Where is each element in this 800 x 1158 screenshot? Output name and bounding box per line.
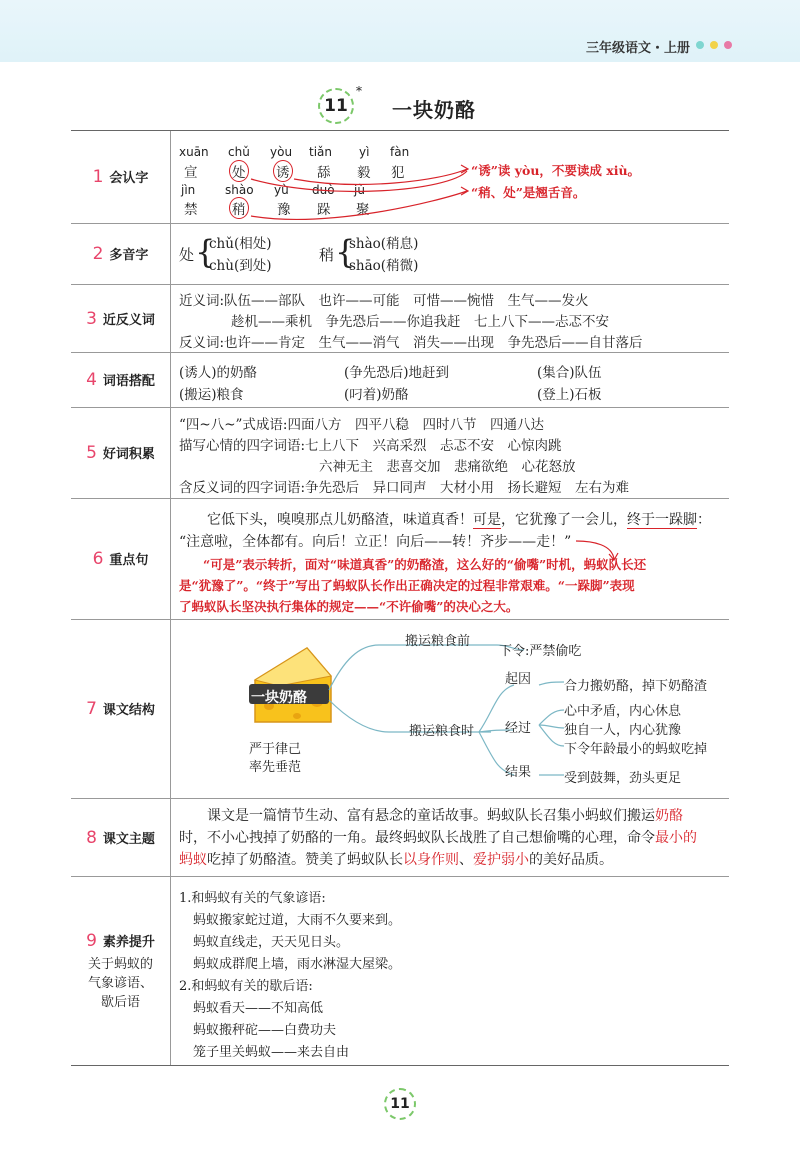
character: 禁 — [184, 202, 198, 218]
pinyin: shào — [225, 183, 254, 197]
page-number: 11 — [384, 1088, 416, 1120]
character: 毅 — [357, 165, 371, 181]
reading: shào(稍息) — [349, 236, 419, 252]
proverb: 蚂蚁搬家蛇过道，大雨不久要来到。 — [193, 913, 402, 928]
key-sentence: 它低下头，嗅嗅那点儿奶酪渣，味道真香！可是，它犹豫了一会儿，终于一跺脚： — [207, 512, 711, 528]
collocation: (诱人)的奶酪 — [179, 365, 258, 381]
key-sentence: “注意啦，全体都有。向后！立正！向后——转！齐步——走！” — [179, 534, 572, 550]
section-9: 9 素养提升 关于蚂蚁的 气象谚语、 歇后语 1.和蚂蚁有关的气象谚语: 蚂蚁搬家蛇过道，大雨不久要来到。 蚂蚁直线走，天天见日头。 蚂蚁成群爬上墙，雨水淋湿大屋梁。 2.和蚂蚁有关的歇后语: 蚂蚁看天——不知高低 蚂蚁搬秤砣——白费功夫 笼子里关蚂蚁——来去自由 — [71, 877, 729, 1065]
section-subtitle: 歇后语 — [100, 994, 140, 1010]
lesson-star: * — [356, 84, 362, 98]
collocation: (叼着)奶酪 — [344, 387, 409, 403]
pinyin: jù — [354, 183, 365, 197]
character-circled: 处 — [229, 160, 249, 182]
branch-label: 搬运粮食时 — [409, 724, 475, 739]
character: 宣 — [184, 165, 198, 181]
antonym-line: 反义词:也许——肯定 生气——消气 消失——出现 争先恐后——自甘落后 — [179, 335, 643, 351]
section-4: 4 词语搭配 (诱人)的奶酪 (争先恐后)地赶到 (集合)队伍 (搬运)粮食 (叼着)奶酪 (登上)石板 — [71, 353, 729, 408]
analysis-line: “可是”表示转折，面对“味道真香”的奶酪渣，这么好的“偷嘴”时机，蚂蚁队长还 — [203, 557, 647, 572]
word-line: 含反义词的四字词语:争先恐后 异口同声 大材小用 扬长避短 左右为难 — [179, 480, 630, 496]
proverb: 蚂蚁成群爬上墙，雨水淋湿大屋梁。 — [193, 957, 402, 972]
note: “稍、处”是翘舌音。 — [471, 185, 586, 200]
pinyin: yòu — [270, 145, 293, 159]
section-5: 5 好词积累 “四~八~”式成语:四面八方 四平八稳 四时八节 四通八达 描写心情的四字词语:七上八下 兴高采烈 忐忑不安 心惊肉跳 六神无主 悲喜交加 悲痛欲绝 心花怒放 含反义词的四字词语:争先恐后 异口同声 大材小用 扬长避短 左右为难 — [71, 408, 729, 499]
pinyin: yì — [359, 145, 370, 159]
branch-label: 搬运粮食前 — [405, 634, 471, 649]
character-circled: 诱 — [273, 160, 293, 182]
polyphone-char: 处 — [179, 246, 195, 264]
node-label: 起因 — [505, 672, 532, 687]
brace: { — [195, 233, 216, 271]
word-line: “四~八~”式成语:四面八方 四平八稳 四时八节 四通八达 — [179, 417, 544, 433]
node-detail: 受到鼓舞，劲头更足 — [564, 771, 682, 786]
character: 豫 — [277, 202, 291, 218]
proverb-heading: 1.和蚂蚁有关的气象谚语: — [179, 891, 326, 906]
node-detail: 合力搬奶酪，掉下奶酪渣 — [564, 679, 708, 694]
synonym-line: 近义词:队伍——部队 也许——可能 可惜——惋惜 生气——发火 — [179, 293, 589, 309]
collocation: (登上)石板 — [537, 387, 602, 403]
decor-dot — [710, 41, 718, 49]
proverb: 蚂蚁看天——不知高低 — [193, 1001, 324, 1016]
section-2: 2 多音字 处 { chǔ(相处) chù(到处) 稍 { shào(稍息) shāo(稍微) — [71, 224, 729, 285]
section-8: 8 课文主题 课文是一篇情节生动、富有悬念的童话故事。蚂蚁队长召集小蚂蚁们搬运奶酪 时，不小心拽掉了奶酪的一角。最终蚂蚁队长战胜了自己想偷嘴的心理，命令最小的 蚂蚁吃掉了奶酪渣。赞美了蚂蚁队长以身作则、爱护弱小的美好品质。 — [71, 799, 729, 877]
branch-detail: 下令:严禁偷吃 — [499, 644, 582, 659]
section-7: 7 课文结构 一块奶酪 严于律己 率先垂范 搬运粮食前 下令:严禁偷吃 搬运粮食时 起因 合力搬奶酪，掉下奶酪渣 经过 心中矛盾，内心休息 独自一人，内心犹豫 下令年龄最小的蚂蚁吃掉 结果 受到鼓舞，劲头更足 — [71, 620, 729, 799]
reading: chù(到处) — [209, 258, 272, 274]
lesson-number: 11 — [318, 88, 354, 124]
collocation: (集合)队伍 — [537, 365, 602, 381]
page-header — [0, 0, 800, 62]
proverb: 蚂蚁直线走，天天见日头。 — [193, 935, 350, 950]
pinyin: tiǎn — [309, 145, 332, 159]
pinyin: duò — [312, 183, 335, 197]
character: 舔 — [317, 165, 331, 181]
note: “诱”读 yòu，不要读成 xiù。 — [471, 163, 641, 178]
structure-title: 一块奶酪 — [251, 690, 307, 706]
theme-line: 蚂蚁吃掉了奶酪渣。赞美了蚂蚁队长以身作则、爱护弱小的美好品质。 — [179, 852, 613, 868]
node-detail: 独自一人，内心犹豫 — [564, 723, 682, 738]
theme-line: 课文是一篇情节生动、富有悬念的童话故事。蚂蚁队长召集小蚂蚁们搬运奶酪 — [207, 808, 683, 824]
pinyin: fàn — [390, 145, 410, 159]
lesson-title: 一块奶酪 — [392, 98, 476, 122]
synonym-line: 趁机——乘机 争先恐后——你追我赶 七上八下——忐忑不安 — [231, 314, 609, 330]
pinyin: xuān — [179, 145, 209, 159]
pinyin: jìn — [181, 183, 196, 197]
theme-line: 时，不小心拽掉了奶酪的一角。最终蚂蚁队长战胜了自己想偷嘴的心理，命令最小的 — [179, 830, 697, 846]
pinyin: yù — [274, 183, 289, 197]
grade-label: 三年级语文・上册 — [585, 41, 690, 56]
proverb-heading: 2.和蚂蚁有关的歇后语: — [179, 979, 313, 994]
collocation: (争先恐后)地赶到 — [344, 365, 450, 381]
decor-dot — [724, 41, 732, 49]
section-1 — [71, 131, 729, 224]
reading: chǔ(相处) — [209, 236, 272, 252]
brace: { — [335, 233, 356, 271]
motto: 率先垂范 — [249, 760, 302, 775]
analysis-line: 了蚂蚁队长坚决执行集体的规定——“不许偷嘴”的决心之大。 — [179, 599, 519, 614]
section-label: 1 会认字 — [71, 131, 171, 223]
polyphone-char: 稍 — [319, 246, 335, 264]
node-label: 结果 — [505, 765, 532, 780]
character-circled: 稍 — [229, 197, 249, 219]
section-subtitle: 气象谚语、 — [87, 975, 153, 991]
annotation-arrows — [239, 151, 469, 221]
motto: 严于律己 — [249, 742, 302, 757]
analysis-line: 是“犹豫了”。“终于”写出了蚂蚁队长作出正确决定的过程非常艰难。“一跺脚”表现 — [179, 578, 635, 593]
word-line: 六神无主 悲喜交加 悲痛欲绝 心花怒放 — [319, 459, 576, 475]
decor-dot — [696, 41, 704, 49]
character: 犯 — [391, 165, 405, 181]
reading: shāo(稍微) — [349, 258, 419, 274]
section-subtitle: 关于蚂蚁的 — [87, 956, 153, 972]
proverb: 笼子里关蚂蚁——来去自由 — [193, 1045, 350, 1060]
section-6: 6 重点句 它低下头，嗅嗅那点儿奶酪渣，味道真香！可是，它犹豫了一会儿，终于一跺脚： “注意啦，全体都有。向后！立正！向后——转！齐步——走！” “可是”表示转折，面对“味道真香”的奶酪渣，这么好的“偷嘴”时机，蚂蚁队长还 是“犹豫了”。“终于”写出了蚂蚁队长作出正确决定的过程非常艰难。“一跺脚”表现 了蚂蚁队长坚决执行集体的规定——“不许偷嘴”的决心之大。 — [71, 499, 729, 620]
proverb: 蚂蚁搬秤砣——白费功夫 — [193, 1023, 337, 1038]
collocation: (搬运)粮食 — [179, 387, 244, 403]
pinyin: chǔ — [228, 145, 250, 159]
character: 聚 — [356, 202, 370, 218]
character: 跺 — [317, 202, 331, 218]
node-detail: 心中矛盾，内心休息 — [564, 704, 682, 719]
node-detail: 下令年龄最小的蚂蚁吃掉 — [564, 742, 708, 757]
section-3: 3 近反义词 近义词:队伍——部队 也许——可能 可惜——惋惜 生气——发火 趁机——乘机 争先恐后——你追我赶 七上八下——忐忑不安 反义词:也许——肯定 生气——消气 消失——出现 争先恐后——自甘落后 — [71, 285, 729, 353]
node-label: 经过 — [505, 721, 532, 736]
word-line: 描写心情的四字词语:七上八下 兴高采烈 忐忑不安 心惊肉跳 — [179, 438, 562, 454]
